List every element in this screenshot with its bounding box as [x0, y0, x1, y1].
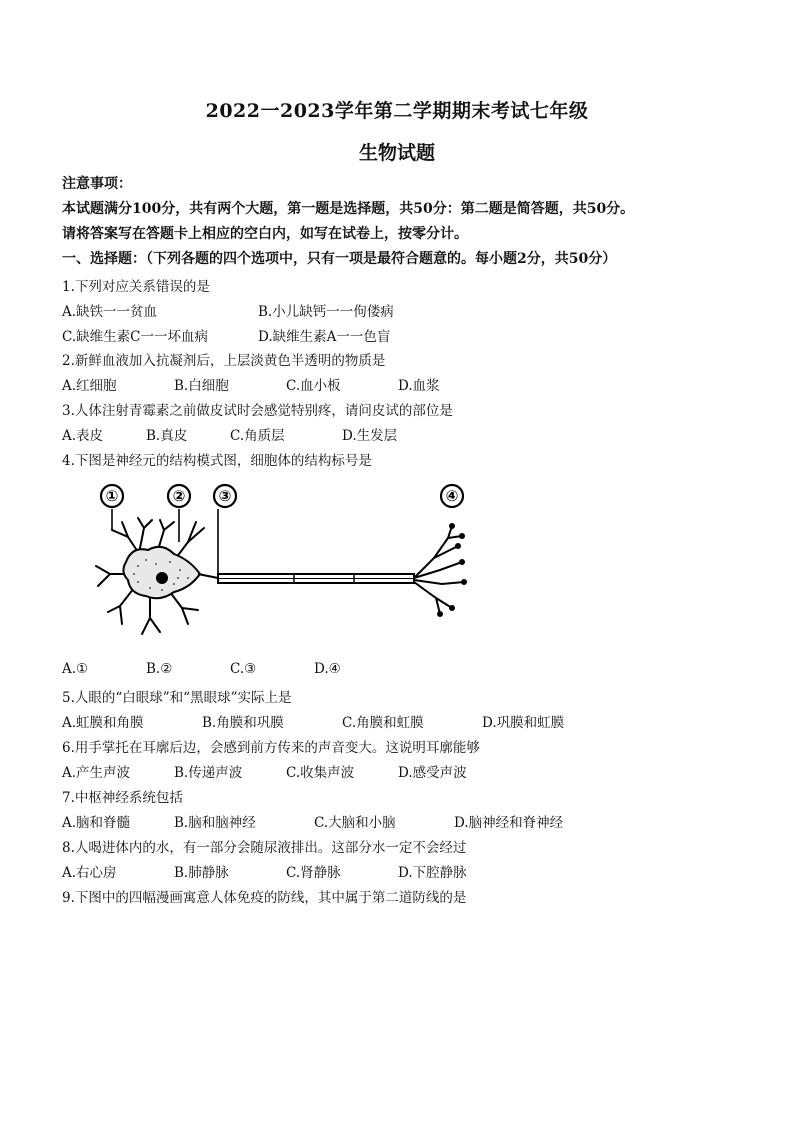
neuron-label-4: ④ — [445, 487, 459, 505]
question-1-option-a: A.缺铁一一贫血 — [62, 304, 158, 320]
question-5-option-c: C.角膜和虹膜 — [342, 715, 424, 731]
question-5-option-d: D.巩膜和虹膜 — [482, 715, 565, 731]
axon-terminals — [414, 526, 464, 614]
question-1-option-d: D.缺维生素A一一色盲 — [258, 329, 391, 345]
question-3-option-d: D.生发层 — [342, 428, 398, 444]
question-2-option-a: A.红细胞 — [62, 378, 117, 394]
question-7-stem: 7.中枢神经系统包括 — [62, 790, 183, 806]
section-1-heading: 一、选择题：（下列各题的四个选项中，只有一项是最符合题意的。每小题2分，共50分） — [62, 251, 617, 267]
question-3-stem: 3.人体注射青霉素之前做皮试时会感觉特别疼，请问皮试的部位是 — [62, 403, 453, 419]
question-7-option-b: B.脑和脑神经 — [174, 815, 256, 831]
question-8-option-b: B.肺静脉 — [174, 865, 229, 881]
question-6-option-c: C.收集声波 — [286, 765, 355, 781]
question-7-option-a: A.脑和脊髓 — [62, 815, 131, 831]
question-4-option-b: B.② — [146, 661, 173, 677]
question-1-stem: 1.下列对应关系错误的是 — [62, 279, 210, 295]
question-7-option-c: C.大脑和小脑 — [314, 815, 396, 831]
neuron-label-3: ③ — [218, 487, 232, 505]
question-8-option-a: A.右心房 — [62, 865, 117, 881]
question-9-stem: 9.下图中的四幅漫画寓意人体免疫的防线，其中属于第二道防线的是 — [62, 890, 467, 906]
question-4-option-d: D.④ — [314, 661, 341, 677]
question-5-option-b: B.角膜和巩膜 — [202, 715, 284, 731]
neuron-structure-figure — [78, 482, 478, 642]
question-6-option-d: D.感受声波 — [398, 765, 467, 781]
nucleus — [156, 572, 168, 584]
question-3-option-b: B.真皮 — [146, 428, 188, 444]
question-7-option-d: D.脑神经和脊神经 — [454, 815, 564, 831]
exam-title: 2022一2023学年第二学期期末考试七年级 — [205, 100, 589, 122]
neuron-label-1: ① — [105, 487, 119, 505]
exam-subject: 生物试题 — [358, 142, 435, 164]
question-8-option-d: D.下腔静脉 — [398, 865, 467, 881]
question-2-option-d: D.血浆 — [398, 378, 440, 394]
question-8-stem: 8.人喝进体内的水，有一部分会随尿液排出。这部分水一定不会经过 — [62, 840, 467, 856]
question-1-option-b: B.小儿缺钙一一佝偻病 — [258, 304, 394, 320]
question-6-stem: 6.用手掌托在耳廓后边，会感到前方传来的声音变大。这说明耳廓能够 — [62, 740, 480, 756]
question-6-option-b: B.传递声波 — [174, 765, 243, 781]
question-2-option-c: C.血小板 — [286, 378, 341, 394]
question-4-option-c: C.③ — [230, 661, 257, 677]
question-3-option-c: C.角质层 — [230, 428, 285, 444]
question-5-stem: 5.人眼的“白眼球”和“黑眼球”实际上是 — [62, 690, 292, 706]
question-4-stem: 4.下图是神经元的结构模式图，细胞体的结构标号是 — [62, 453, 372, 469]
question-2-stem: 2.新鲜血液加入抗凝剂后，上层淡黄色半透明的物质是 — [62, 353, 386, 369]
question-8-option-c: C.肾静脉 — [286, 865, 341, 881]
question-2-option-b: B.白细胞 — [174, 378, 229, 394]
question-1-option-c: C.缺维生素C一一坏血病 — [62, 329, 208, 345]
neuron-label-2: ② — [172, 487, 186, 505]
question-4-option-a: A.① — [62, 661, 89, 677]
notice-heading: 注意事项： — [62, 176, 132, 192]
notice-line-2: 请将答案写在答题卡上相应的空白内，如写在试卷上，按零分计。 — [62, 226, 468, 242]
notice-line-1: 本试题满分100分，共有两个大题，第一题是选择题，共50分：第二题是简答题，共50分。 — [62, 201, 635, 217]
question-5-option-a: A.虹膜和角膜 — [62, 715, 144, 731]
question-6-option-a: A.产生声波 — [62, 765, 131, 781]
question-3-option-a: A.表皮 — [62, 428, 104, 444]
